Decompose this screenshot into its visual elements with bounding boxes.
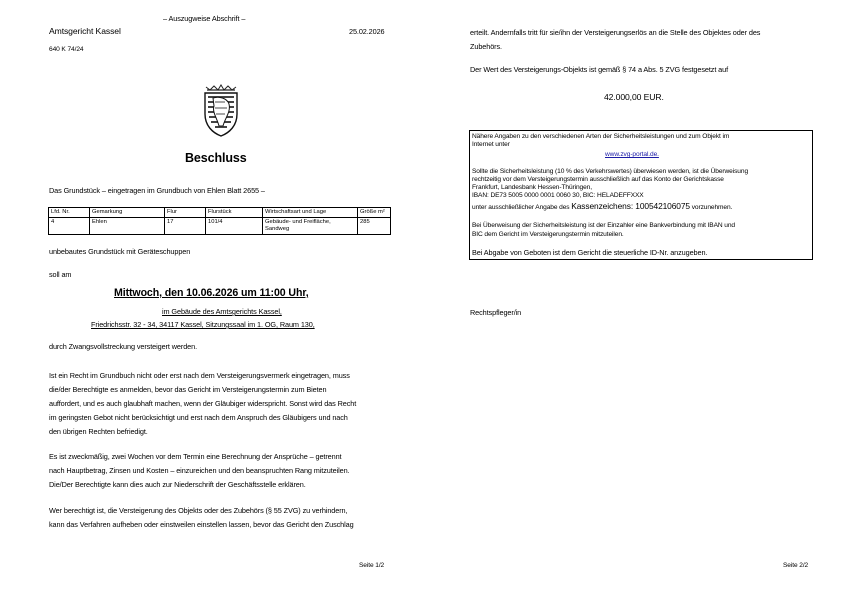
table-cell: Gebäude- und Freifläche, Sandweg (263, 218, 358, 235)
header-cell: Größe m² (358, 208, 391, 218)
table-row (49, 218, 391, 235)
info-line: Internet unter (472, 141, 510, 148)
paragraph-line: Es ist zweckmäßig, zwei Wochen vor dem Termin eine Berechnung der Ansprüche – getrennt (49, 452, 342, 461)
cash-reference: Kassenzeichens: 100542106075 (571, 201, 690, 211)
security-info-box (469, 130, 813, 260)
payment-purpose (472, 202, 732, 212)
info-line: Nähere Angaben zu den verschiedenen Arten der Sicherheitsleistungen und zum Objekt im (472, 133, 730, 140)
table-cell: Ehlen (90, 218, 165, 235)
court-name: Amtsgericht Kassel (49, 26, 121, 36)
shall-text: soll am (49, 270, 72, 279)
signer: Rechtspfleger/in (470, 308, 522, 317)
value-amount: 42.000,00 EUR. (604, 92, 664, 102)
document-title: Beschluss (185, 151, 247, 165)
page-number: Seite 2/2 (783, 562, 809, 569)
paragraph-line: Die/Der Berechtigte kann dies auch zur Niederschrift der Geschäftsstelle erklären. (49, 480, 306, 489)
coat-of-arms-icon (201, 84, 241, 137)
security-line: rechtzeitig vor dem Versteigerungstermin ausschließlich auf das Konto der Gerichtskasse (472, 176, 724, 183)
paragraph-line: Wer berechtigt ist, die Versteigerung des Objekts oder des Zubehörs (§ 55 ZVG) zu verhindern, (49, 506, 348, 515)
security-line: Frankfurt, Landesbank Hessen-Thüringen, (472, 184, 592, 191)
header-cell: Flurstück (206, 208, 263, 218)
paragraph-line: nach Hauptbetrag, Zinsen und Kosten – einzureichen und den beanspruchten Rang mitzuteilen. (49, 466, 350, 475)
page-number: Seite 1/2 (359, 562, 385, 569)
security-line: Sollte die Sicherheitsleistung (10 % des Verkehrswertes) überwiesen werden, ist die Überweisung (472, 168, 749, 175)
table-cell: 17 (165, 218, 206, 235)
header-cell: Gemarkung (90, 208, 165, 218)
parcel-table (48, 207, 391, 235)
purpose-suffix: vorzunehmen. (691, 204, 733, 211)
header-cell: Lfd. Nr. (49, 208, 90, 218)
paragraph-line: kann das Verfahren aufheben oder einstweilen einstellen lassen, bevor das Gericht den Zuschlag (49, 520, 354, 529)
table-cell: 4 (49, 218, 90, 235)
enforcement-text: durch Zwangsvollstreckung versteigert werden. (49, 342, 197, 351)
continuation-line-2: Zubehörs. (470, 42, 502, 51)
value-text: Der Wert des Versteigerungs-Objekts ist gemäß § 74 a Abs. 5 ZVG festgesetzt auf (470, 65, 729, 74)
continuation-line-1: erteilt. Andernfalls tritt für sie/ihn der Versteigerungserlös an die Stelle des Objektes oder des (470, 28, 761, 37)
header-cell: Flur (165, 208, 206, 218)
paragraph-line: Ist ein Recht im Grundbuch nicht oder erst nach dem Versteigerungsvermerk eingetragen, muss (49, 371, 350, 380)
location-line-1: im Gebäude des Amtsgerichts Kassel, (162, 307, 282, 316)
header-note: – Auszugweise Abschrift – (163, 14, 246, 23)
parcel-table-header (49, 208, 391, 218)
transfer-line: Bei Überweisung der Sicherheitsleistung ist der Einzahler eine Bankverbindung mit IBAN und (472, 222, 735, 229)
paragraph-line: im geringsten Gebot nicht berücksichtigt und erst nach dem Anspruch des Gläubigers und nach (49, 413, 348, 422)
zvg-portal-link[interactable]: www.zvg-portal.de. (605, 151, 659, 158)
property-description: unbebautes Grundstück mit Geräteschuppen (49, 247, 191, 256)
table-cell: 101/4 (206, 218, 263, 235)
date: 25.02.2026 (349, 27, 385, 36)
header-cell: Wirtschaftsart und Lage (263, 208, 358, 218)
purpose-prefix: unter ausschließlicher Angabe des (472, 204, 570, 211)
paragraph-line: den übrigen Rechten befriedigt. (49, 427, 148, 436)
transfer-line: BIC dem Gericht im Versteigerungstermin mitzuteilen. (472, 231, 624, 238)
location-line-2: Friedrichsstr. 32 - 34, 34117 Kassel, Sitzungssaal im 1. OG, Raum 130, (91, 320, 315, 329)
intro-text: Das Grundstück – eingetragen im Grundbuch von Ehlen Blatt 2655 – (49, 186, 265, 195)
paragraph-line: die/der Berechtigte es anmelden, bevor das Gericht im Versteigerungstermin zum Bieten (49, 385, 327, 394)
table-cell: 285 (358, 218, 391, 235)
page-2 (421, 0, 842, 595)
file-number: 640 K 74/24 (49, 46, 84, 53)
auction-date: Mittwoch, den 10.06.2026 um 11:00 Uhr, (114, 287, 309, 299)
paragraph-line: auffordert, und es auch glaubhaft machen, wenn der Gläubiger widerspricht. Sonst wird das Recht (49, 399, 357, 408)
security-line: IBAN: DE73 5005 0000 0001 0060 30, BIC: HELADEFFXXX (472, 192, 644, 199)
tax-note: Bei Abgabe von Geboten ist dem Gericht die steuerliche ID-Nr. anzugeben. (472, 248, 708, 257)
